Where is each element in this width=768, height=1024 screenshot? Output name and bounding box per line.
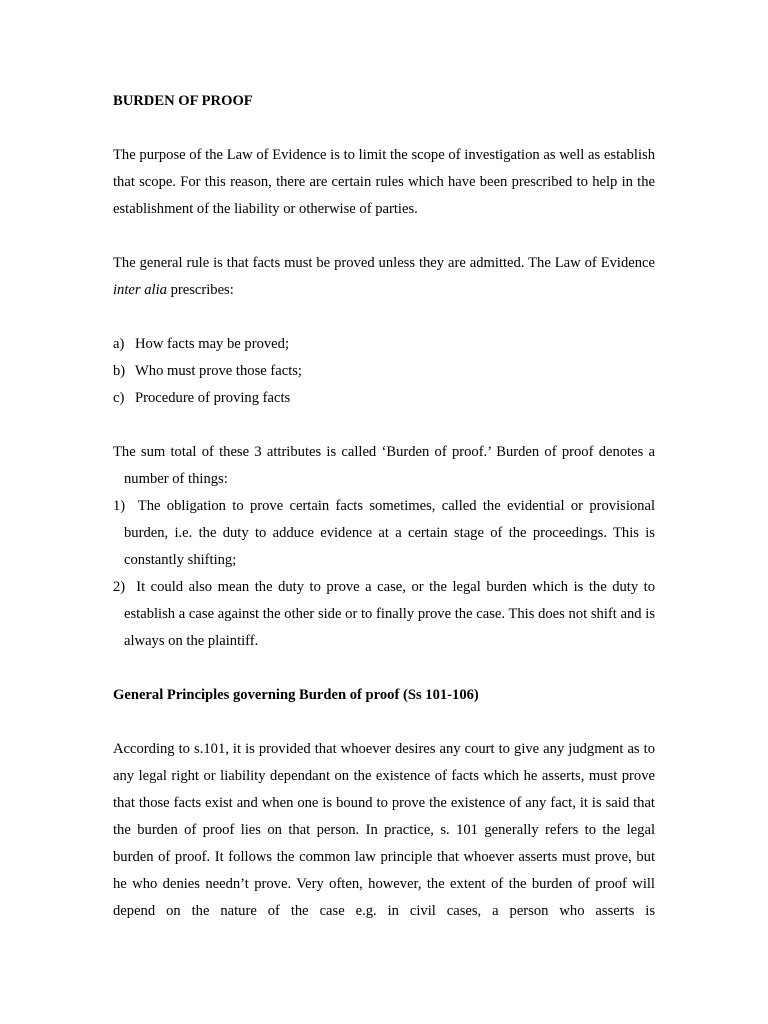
paragraph-purpose: The purpose of the Law of Evidence is to limit the scope of investigation as well as establish that scope. For this reason, there are certain rules which have been prescribed to help in the establishment of the liability or otherwise of parties.: [113, 147, 655, 217]
alpha-list: [113, 331, 655, 412]
list-item: [113, 385, 655, 412]
paragraph-general-rule-end: prescribes:: [166, 282, 234, 298]
list-marker: 1): [113, 498, 126, 514]
paragraph-sum-total: The sum total of these 3 attributes is called ‘Burden of proof.’ Burden of proof denotes a number of things:: [113, 444, 655, 487]
numbered-list: [113, 493, 655, 655]
list-marker: c): [113, 390, 125, 406]
spacer: [113, 115, 655, 142]
list-marker: b): [113, 363, 126, 379]
list-item: [113, 358, 655, 385]
list-marker: 2): [113, 579, 126, 595]
spacer: [113, 655, 655, 682]
list-item-text: Procedure of proving facts: [135, 390, 291, 406]
spacer: [113, 304, 655, 331]
page-title: BURDEN OF PROOF: [113, 93, 253, 109]
paragraph-general-rule-start: The general rule is that facts must be proved unless they are admitted. The Law of Evidence: [113, 255, 655, 271]
list-item-text: How facts may be proved;: [135, 336, 289, 352]
list-item: [113, 574, 655, 655]
spacer: [113, 709, 655, 736]
section-heading: General Principles governing Burden of proof (Ss 101-106): [113, 687, 479, 703]
list-marker: a): [113, 336, 125, 352]
list-item-text: The obligation to prove certain facts sometimes, called the evidential or provisional burden, i.e. the duty to adduce evidence at a certain stage of the proceedings. This is constantly shifting;: [124, 498, 655, 568]
list-item-text: It could also mean the duty to prove a case, or the legal burden which is the duty to establish a case against the other side or to finally prove the case. This does not shift and is always on the plaintiff.: [124, 579, 656, 649]
list-item: [113, 331, 655, 358]
list-item-text: Who must prove those facts;: [135, 363, 302, 379]
paragraph-general-rule-italic: inter alia: [113, 282, 167, 298]
document-page: [113, 88, 655, 925]
paragraph-section-101: According to s.101, it is provided that whoever desires any court to give any judgment as to any legal right or liability dependant on the existence of facts which he asserts, must prove that those facts exist and when one is bound to prove the existence of any fact, it is said that the burden of proof lies on that person. In practice, s. 101 generally refers to the legal burden of proof. It follows the common law principle that whoever asserts must prove, but he who denies needn’t prove. Very often, however, the extent of the burden of proof will depend on the nature of the case e.g. in civil cases, a person who asserts is: [113, 741, 655, 919]
spacer: [113, 223, 655, 250]
paragraph-general-rule: [113, 250, 655, 304]
list-item: [113, 493, 655, 574]
spacer: [113, 412, 655, 439]
